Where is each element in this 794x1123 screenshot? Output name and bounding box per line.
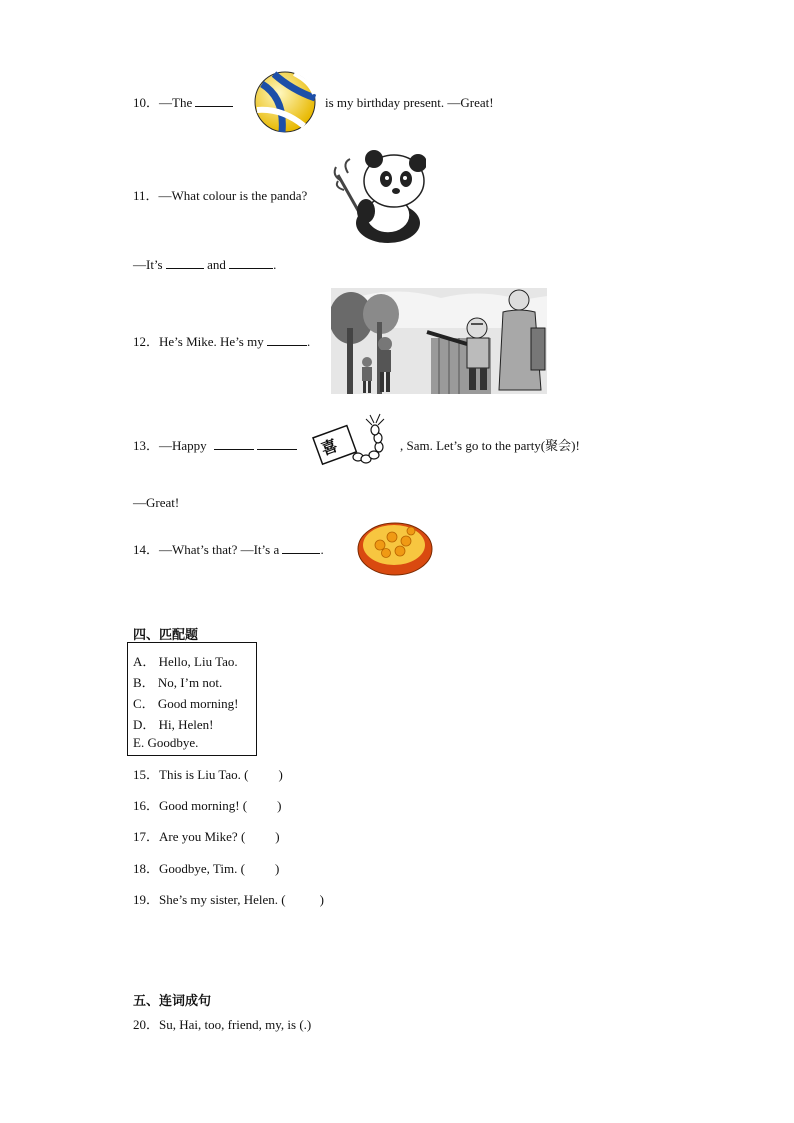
- question-text: —What’s that? —It’s a: [159, 542, 280, 557]
- question-19: [133, 892, 324, 908]
- question-text: —What colour is the panda?: [158, 188, 308, 203]
- firecracker-image: [312, 413, 398, 475]
- period: .: [320, 542, 324, 557]
- question-number: 11．: [133, 188, 159, 203]
- section-5-title: 五、连词成句: [133, 994, 212, 1009]
- paren-close: ): [319, 892, 324, 907]
- option-b: B． No, I’m not.: [133, 675, 223, 690]
- answer-blank[interactable]: [267, 334, 307, 346]
- family-walk-image: [331, 288, 547, 394]
- answer-blank-2[interactable]: [257, 438, 297, 450]
- section-4-title: 四、匹配题: [133, 628, 199, 643]
- question-text: 15．This is Liu Tao. (: [133, 767, 249, 782]
- question-10-tail: is my birthday present. —Great!: [325, 95, 494, 110]
- pizza-image: [356, 517, 434, 577]
- question-number: 12．: [133, 334, 160, 349]
- answer-blank[interactable]: [282, 542, 320, 554]
- question-13-tail: , Sam. Let’s go to the party(聚会)!: [400, 438, 580, 453]
- question-17: [133, 829, 280, 845]
- question-15: [133, 767, 283, 783]
- question-text: 19．She’s my sister, Helen. (: [133, 892, 286, 907]
- paren-close: ): [274, 861, 280, 876]
- paren-close: ): [275, 829, 280, 844]
- question-text: —Happy: [159, 438, 207, 453]
- answer-text: —It’s: [133, 257, 163, 272]
- question-text: —The: [159, 95, 193, 110]
- paren-close: ): [278, 767, 283, 782]
- answer-text: and: [207, 257, 226, 272]
- question-11: [133, 188, 307, 204]
- answer-blank-1[interactable]: [166, 257, 204, 269]
- question-13-reply: —Great!: [133, 495, 180, 510]
- question-18: [133, 861, 279, 877]
- answer-blank-2[interactable]: [229, 257, 273, 269]
- period: .: [306, 334, 311, 349]
- volleyball-image: [252, 70, 318, 134]
- answer-blank-1[interactable]: [214, 438, 254, 450]
- question-14: [133, 542, 324, 558]
- answer-blank[interactable]: [195, 95, 233, 107]
- question-text: 17．Are you Mike? (: [133, 829, 246, 844]
- option-a: A． Hello, Liu Tao.: [133, 654, 238, 669]
- option-e: E. Goodbye.: [133, 735, 199, 750]
- option-c: C． Good morning!: [133, 696, 239, 711]
- options-box: [127, 642, 257, 756]
- question-16: [133, 798, 281, 814]
- question-number: 13．: [133, 438, 160, 453]
- question-number: 10．: [133, 95, 160, 110]
- period: .: [273, 257, 277, 272]
- question-text: 16．Good morning! (: [133, 798, 248, 813]
- question-11-answer: [133, 257, 276, 273]
- question-20: 20．Su, Hai, too, friend, my, is (.): [133, 1017, 312, 1032]
- svg-text:喜: 喜: [318, 435, 340, 460]
- question-text: 18．Goodbye, Tim. (: [133, 861, 245, 876]
- paren-close: ): [277, 798, 282, 813]
- question-13: [133, 438, 297, 454]
- question-12: [133, 334, 310, 350]
- question-10: [133, 95, 233, 111]
- question-text: He’s Mike. He’s my: [159, 334, 264, 349]
- option-d: D． Hi, Helen!: [133, 717, 214, 732]
- panda-image: [330, 145, 426, 245]
- question-number: 14．: [133, 542, 160, 557]
